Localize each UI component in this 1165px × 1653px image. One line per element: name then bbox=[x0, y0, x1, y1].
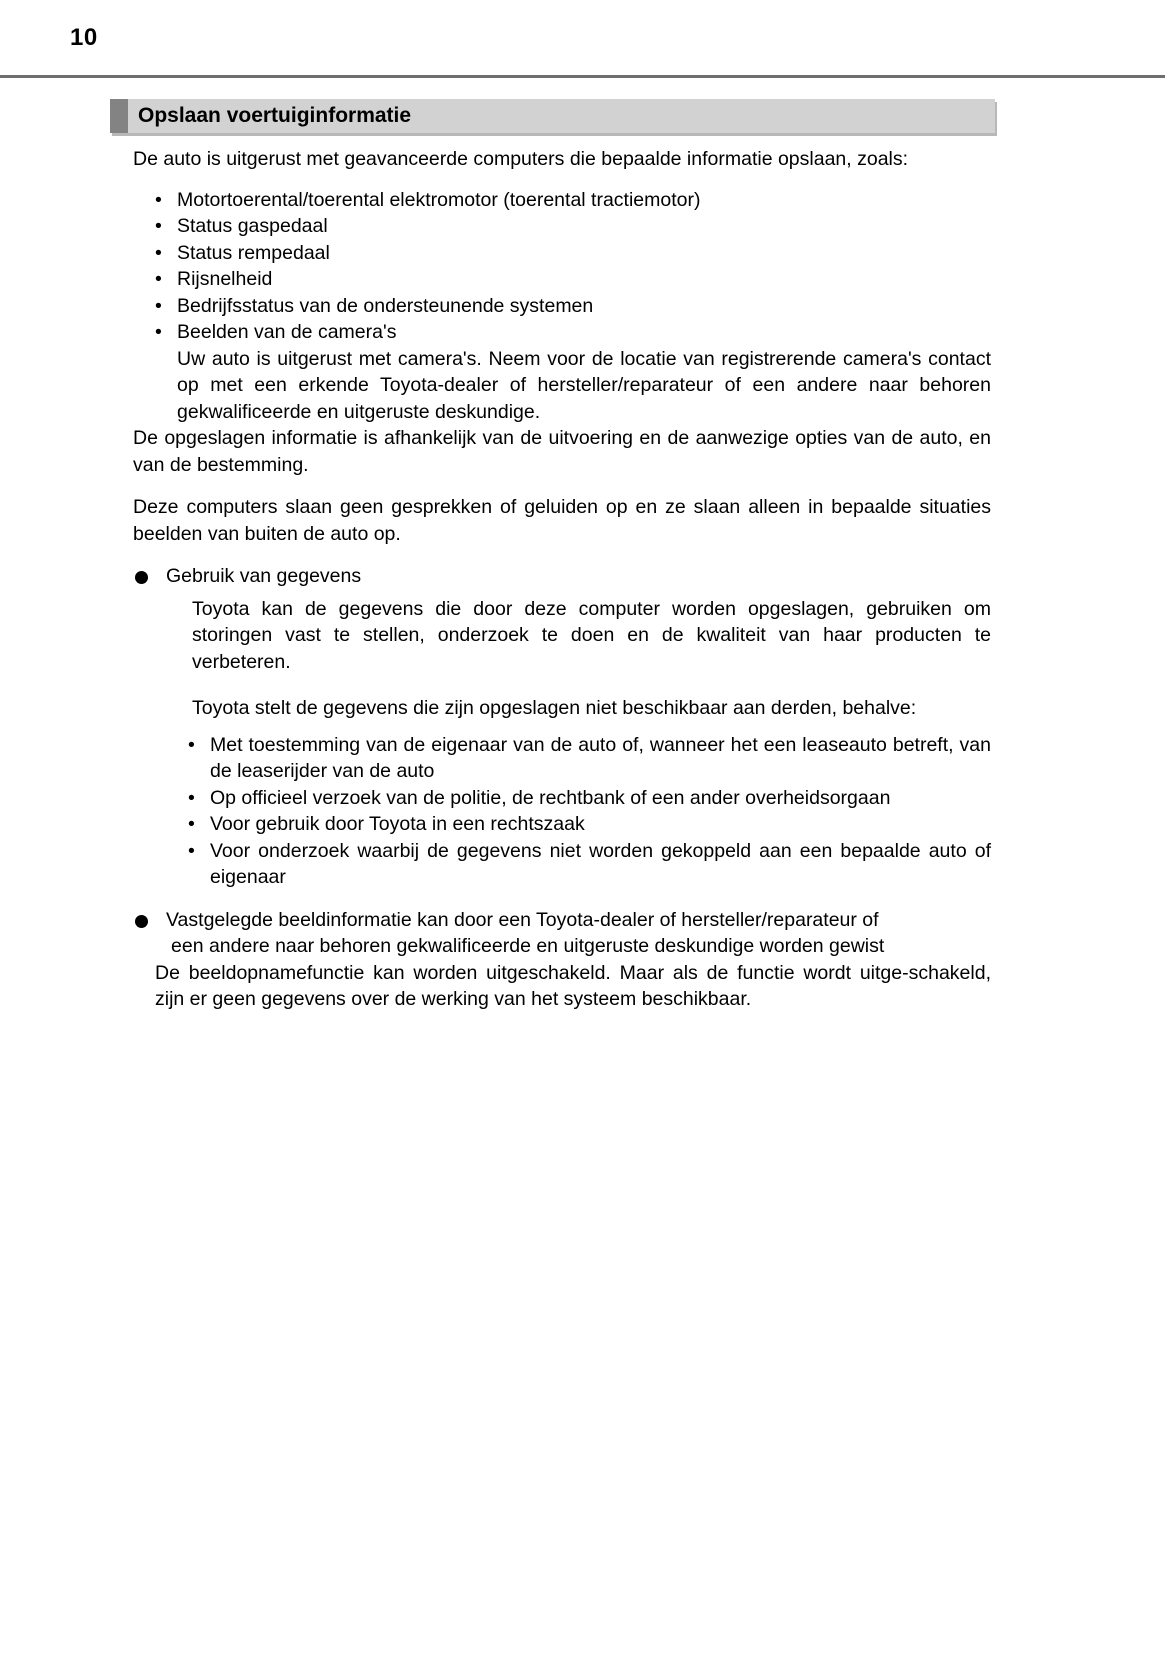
section-title-bar bbox=[110, 99, 995, 133]
list-item bbox=[133, 213, 991, 240]
header-divider bbox=[0, 75, 1165, 78]
exceptions-list bbox=[166, 732, 991, 891]
bullet-icon: • bbox=[155, 321, 162, 343]
list-item bbox=[166, 811, 991, 838]
use-of-data-section bbox=[133, 563, 991, 891]
bullet-icon: • bbox=[188, 786, 195, 809]
image-data-line-2: een andere naar behoren gekwalificeerde en uitgeruste deskundige worden gewist bbox=[171, 935, 885, 957]
camera-note-paragraph: Uw auto is uitgerust met camera's. Neem voor de locatie van registrerende camera's contact op met een erkende Toyota-dealer of hersteller/reparateur of een andere naar behoren gekwalificeerde en uitgeruste deskundige. bbox=[177, 347, 991, 423]
image-data-line-1: Vastgelegde beeldinformatie kan door een Toyota-dealer of hersteller/reparateur of bbox=[166, 908, 879, 931]
list-item-label: Beelden van de camera's bbox=[177, 321, 397, 343]
list-item-label: Met toestemming van de eigenaar van de auto of, wanneer het een leaseauto betreft, van de leaserijder van de auto bbox=[210, 733, 991, 782]
list-item-label: Status rempedaal bbox=[177, 241, 330, 264]
use-of-data-heading: Gebruik van gegevens bbox=[166, 565, 362, 587]
list-item-label: Op officieel verzoek van de politie, de rechtbank of een ander overheidsorgaan bbox=[210, 786, 891, 809]
image-data-section bbox=[133, 907, 991, 1013]
list-item-label: Motortoerental/toerental elektromotor (toerental tractiemotor) bbox=[177, 188, 701, 211]
list-item-label: Rijsnelheid bbox=[177, 268, 273, 290]
list-item-label: Voor gebruik door Toyota in een rechtszaak bbox=[210, 813, 585, 835]
page-number: 10 bbox=[70, 24, 98, 51]
stored-data-list bbox=[133, 187, 991, 346]
spacer bbox=[166, 722, 991, 732]
list-item bbox=[133, 319, 991, 346]
bullet-icon: • bbox=[188, 813, 195, 835]
bullet-icon: • bbox=[188, 733, 195, 756]
list-item bbox=[133, 293, 991, 320]
spacer bbox=[133, 173, 991, 187]
spacer bbox=[133, 547, 991, 563]
list-item bbox=[133, 240, 991, 267]
spacer bbox=[133, 891, 991, 907]
list-item bbox=[166, 785, 991, 812]
bullet-icon: • bbox=[155, 188, 162, 211]
use-of-data-paragraph-2: Toyota stelt de gegevens die zijn opgeslagen niet beschikbaar aan derden, behalve: bbox=[192, 697, 917, 719]
list-item-label: Voor onderzoek waarbij de gegevens niet worden gekoppeld aan een bepaalde auto of eigenaar bbox=[210, 839, 991, 888]
use-of-data-paragraph-1: Toyota kan de gegevens die door deze computer worden opgeslagen, gebruiken om storingen vast te stellen, onderzoek te doen en de kwaliteit van haar producten te verbeteren. bbox=[192, 597, 991, 673]
list-item bbox=[166, 732, 991, 785]
filled-circle-icon bbox=[135, 915, 148, 928]
image-data-paragraph: De beeldopnamefunctie kan worden uitgeschakeld. Maar als de functie wordt uitge-schakeld, zijn er geen gegevens over de werking van het systeem beschikbaar. bbox=[155, 961, 991, 1010]
bullet-icon: • bbox=[188, 839, 195, 862]
bullet-icon: • bbox=[155, 268, 162, 290]
no-audio-paragraph: Deze computers slaan geen gesprekken of geluiden op en ze slaan alleen in bepaalde situaties beelden van buiten de auto op. bbox=[133, 496, 991, 545]
spacer bbox=[133, 478, 991, 494]
list-item bbox=[133, 266, 991, 293]
list-item-label: Status gaspedaal bbox=[177, 215, 328, 237]
page-header bbox=[0, 0, 1165, 80]
page-content bbox=[133, 146, 991, 1013]
intro-paragraph: De auto is uitgerust met geavanceerde computers die bepaalde informatie opslaan, zoals: bbox=[133, 148, 909, 170]
list-item bbox=[133, 187, 991, 214]
section-tab-marker bbox=[110, 99, 128, 133]
bullet-icon: • bbox=[155, 241, 162, 264]
list-item-label: Bedrijfsstatus van de ondersteunende systemen bbox=[177, 294, 594, 317]
bullet-icon: • bbox=[155, 215, 162, 237]
list-item bbox=[166, 838, 991, 891]
stored-info-paragraph: De opgeslagen informatie is afhankelijk van de uitvoering en de aanwezige opties van de auto, en van de bestemming. bbox=[133, 427, 991, 476]
filled-circle-icon bbox=[135, 571, 148, 584]
section-title: Opslaan voertuiginformatie bbox=[138, 104, 412, 127]
spacer bbox=[166, 675, 991, 695]
bullet-icon: • bbox=[155, 294, 162, 317]
